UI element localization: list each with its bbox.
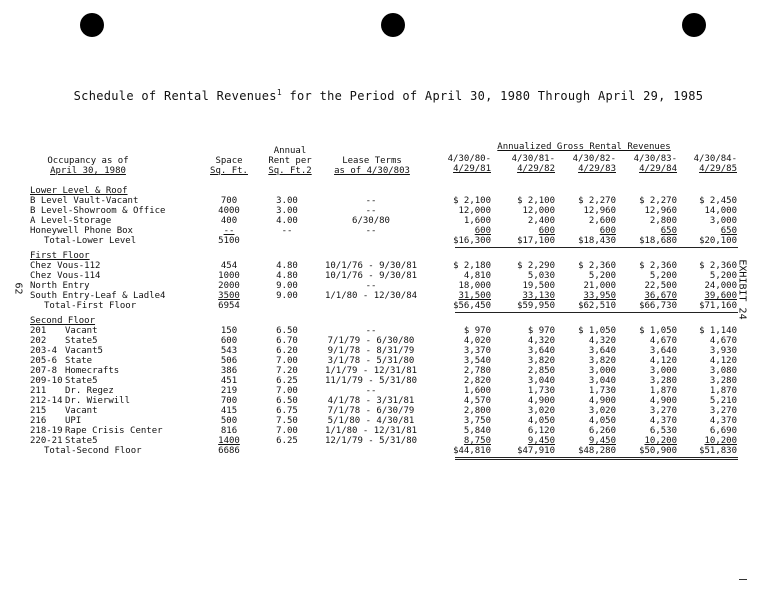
revenue-cell: 3,370	[463, 346, 491, 356]
revenue-cell: 4,670	[709, 336, 737, 346]
rent-cell: 7.20	[276, 366, 298, 376]
revenue-cell: 4,050	[588, 416, 616, 426]
total-cell: $47,910	[517, 446, 555, 456]
sqft-cell: 454	[220, 261, 238, 271]
room-number: 212-14	[30, 396, 63, 406]
punch-hole-left	[80, 13, 104, 37]
revenue-cell: 650	[720, 226, 737, 236]
revenue-cell: 3,000	[709, 216, 737, 226]
total-label: Total-First Floor	[44, 301, 137, 311]
total-cell: $66,730	[639, 301, 677, 311]
revenue-cell: 36,670	[644, 291, 677, 301]
section-title: Lower Level & Roof	[30, 186, 128, 196]
revenue-cell: 4,370	[649, 416, 677, 426]
tenant-name: Rape Crisis Center	[65, 426, 163, 436]
revenue-cell: 1,870	[709, 386, 737, 396]
revenue-cell: 4,900	[588, 396, 616, 406]
rent-cell: 6.50	[276, 396, 298, 406]
rent-header: Sq. Ft.2	[268, 166, 312, 176]
room-number: 203-4	[30, 346, 58, 356]
revenue-cell: $ 2,360	[578, 261, 616, 271]
sqft-cell: 506	[220, 356, 238, 366]
lease-cell: 1/1/80 - 12/30/84	[324, 291, 418, 301]
sqft-cell: 386	[220, 366, 238, 376]
revenue-cell: 5,200	[709, 271, 737, 281]
revenue-cell: 12,960	[644, 206, 677, 216]
tenant-name: Chez Vous-112	[30, 261, 101, 271]
sqft-cell: 816	[220, 426, 238, 436]
revenue-cell: 3,020	[527, 406, 555, 416]
room-number: 201	[30, 326, 47, 336]
lease-cell: 10/1/76 - 9/30/81	[324, 271, 418, 281]
sqft-cell: 1000	[218, 271, 240, 281]
revenue-cell: 5,200	[649, 271, 677, 281]
rent-cell: 3.00	[276, 196, 298, 206]
lease-cell: --	[365, 281, 377, 291]
period-header: 4/30/81-	[511, 154, 555, 164]
occupancy-header: April 30, 1980	[50, 166, 126, 176]
lease-cell: 3/1/78 - 5/31/80	[327, 356, 415, 366]
double-underline	[455, 457, 738, 458]
revenue-cell: 2,820	[463, 376, 491, 386]
lease-cell: --	[365, 226, 377, 236]
revenue-cell: 4,900	[527, 396, 555, 406]
total-cell: $56,450	[453, 301, 491, 311]
revenue-cell: 22,500	[644, 281, 677, 291]
sqft-cell: 3500	[218, 291, 240, 301]
punch-hole-right	[682, 13, 706, 37]
revenue-cell: 12,960	[583, 206, 616, 216]
revenue-cell: 4,050	[527, 416, 555, 426]
total-cell: $48,280	[578, 446, 616, 456]
lease-cell: 1/1/79 - 12/31/81	[324, 366, 418, 376]
total-cell: $50,900	[639, 446, 677, 456]
revenue-cell: 31,500	[458, 291, 491, 301]
revenue-cell: 12,000	[458, 206, 491, 216]
revenue-cell: 4,570	[463, 396, 491, 406]
revenue-cell: 3,270	[649, 406, 677, 416]
lease-cell: 5/1/80 - 4/30/81	[327, 416, 415, 426]
revenue-cell: 3,280	[709, 376, 737, 386]
revenue-cell: 5,030	[527, 271, 555, 281]
revenue-cell: $ 2,450	[699, 196, 737, 206]
lease-cell: --	[365, 206, 377, 216]
revenue-cell: $ 2,270	[578, 196, 616, 206]
tenant-name: State5	[65, 436, 98, 446]
revenue-cell: 4,320	[527, 336, 555, 346]
sqft-cell: 451	[220, 376, 238, 386]
document-title: Schedule of Rental Revenues$^1$ for the Period of April 30, 1980 Through April 29, 1985	[73, 88, 704, 103]
revenue-cell: 3,750	[463, 416, 491, 426]
revenue-cell: $ 1,140	[699, 326, 737, 336]
rent-cell: 7.00	[276, 356, 298, 366]
room-number: 220-21	[30, 436, 63, 446]
revenue-cell: $ 970	[527, 326, 555, 336]
sqft-cell: 1400	[218, 436, 240, 446]
revenue-cell: 33,130	[522, 291, 555, 301]
revenue-cell: 6,260	[588, 426, 616, 436]
revenue-cell: 8,750	[463, 436, 491, 446]
total-label: Total-Second Floor	[44, 446, 142, 456]
rent-cell: 7.50	[276, 416, 298, 426]
period-header: 4/29/83	[578, 164, 616, 174]
lease-cell: 12/1/79 - 5/31/80	[324, 436, 418, 446]
room-number: 202	[30, 336, 47, 346]
tenant-name: Dr. Regez	[65, 386, 114, 396]
revenue-cell: 2,800	[649, 216, 677, 226]
section-title: Second Floor	[30, 316, 96, 326]
room-number: 215	[30, 406, 47, 416]
revenue-cell: $ 2,180	[453, 261, 491, 271]
sqft-cell: 543	[220, 346, 238, 356]
revenue-cell: 3,820	[527, 356, 555, 366]
revenue-cell: 3,270	[709, 406, 737, 416]
lease-cell: --	[365, 386, 377, 396]
revenue-cell: 33,950	[583, 291, 616, 301]
sqft-cell: 219	[220, 386, 238, 396]
tenant-name: B Level-Showroom & Office	[30, 206, 166, 216]
revenue-cell: 4,670	[649, 336, 677, 346]
rent-cell: 4.00	[276, 216, 298, 226]
revenue-cell: $ 1,050	[578, 326, 616, 336]
period-header: 4/29/81	[453, 164, 491, 174]
sqft-cell: 415	[220, 406, 238, 416]
lease-cell: 7/1/79 - 6/30/80	[327, 336, 415, 346]
rent-header: Rent per	[268, 156, 312, 166]
revenue-cell: $ 2,290	[517, 261, 555, 271]
revenue-cell: 4,120	[649, 356, 677, 366]
revenue-cell: 600	[538, 226, 555, 236]
revenue-cell: 2,400	[527, 216, 555, 226]
total-label: Total-Lower Level	[44, 236, 137, 246]
period-header: 4/30/83-	[633, 154, 677, 164]
tenant-name: Vacant	[65, 326, 98, 336]
revenue-cell: 3,040	[588, 376, 616, 386]
revenue-cell: 3,080	[709, 366, 737, 376]
total-sqft: 6686	[218, 446, 240, 456]
revenue-cell: 18,000	[458, 281, 491, 291]
revenue-cell: 1,600	[463, 216, 491, 226]
revenue-cell: 2,800	[463, 406, 491, 416]
revenue-cell: 2,850	[527, 366, 555, 376]
revenue-cell: 14,000	[704, 206, 737, 216]
revenue-cell: 3,040	[527, 376, 555, 386]
revenue-cell: 10,200	[704, 436, 737, 446]
rent-cell: 4.80	[276, 271, 298, 281]
revenue-cell: 9,450	[588, 436, 616, 446]
revenue-cell: 3,640	[649, 346, 677, 356]
revenue-cell: $ 2,360	[699, 261, 737, 271]
revenue-cell: 1,600	[463, 386, 491, 396]
rent-cell: 6.50	[276, 326, 298, 336]
sqft-cell: 700	[220, 196, 238, 206]
tenant-name: B Level Vault-Vacant	[30, 196, 139, 206]
revenue-cell: 2,780	[463, 366, 491, 376]
total-sqft: 5100	[218, 236, 240, 246]
tenant-name: Vacant	[65, 406, 98, 416]
sqft-cell: --	[223, 226, 235, 236]
room-number: 211	[30, 386, 47, 396]
lease-cell: 1/1/80 - 12/31/81	[324, 426, 418, 436]
period-header: 4/29/85	[699, 164, 737, 174]
total-cell: $71,160	[699, 301, 737, 311]
lease-cell: 9/1/78 - 8/31/79	[327, 346, 415, 356]
lease-cell: 4/1/78 - 3/31/81	[327, 396, 415, 406]
revenue-cell: $ 970	[463, 326, 491, 336]
rent-cell: 9.00	[276, 281, 298, 291]
total-cell: $16,300	[453, 236, 491, 246]
tenant-name: UPI	[65, 416, 82, 426]
double-underline	[455, 459, 738, 460]
sqft-cell: 4000	[218, 206, 240, 216]
revenue-cell: $ 2,360	[639, 261, 677, 271]
revenue-cell: 4,810	[463, 271, 491, 281]
revenue-cell: 39,600	[704, 291, 737, 301]
rent-cell: --	[281, 226, 293, 236]
rent-cell: 4.80	[276, 261, 298, 271]
revenue-cell: 600	[474, 226, 491, 236]
revenue-cell: 3,000	[588, 366, 616, 376]
space-header: Sq. Ft.	[210, 166, 248, 176]
revenue-cell: $ 1,050	[639, 326, 677, 336]
rent-cell: 7.00	[276, 386, 298, 396]
revenue-cell: 4,120	[709, 356, 737, 366]
total-cell: $20,100	[699, 236, 737, 246]
tenant-name: State	[65, 356, 93, 366]
rent-cell: 6.25	[276, 436, 298, 446]
tenant-name: A Level-Storage	[30, 216, 112, 226]
room-number: 218-19	[30, 426, 63, 436]
total-cell: $62,510	[578, 301, 616, 311]
rent-cell: 6.75	[276, 406, 298, 416]
period-header: 4/30/80-	[447, 154, 491, 164]
revenue-cell: 6,690	[709, 426, 737, 436]
lease-header: Lease Terms	[342, 156, 402, 166]
revenue-cell: 19,500	[522, 281, 555, 291]
rent-cell: 9.00	[276, 291, 298, 301]
total-cell: $18,430	[578, 236, 616, 246]
sqft-cell: 700	[220, 396, 238, 406]
total-cell: $59,950	[517, 301, 555, 311]
revenue-cell: 9,450	[527, 436, 555, 446]
lease-header: as of 4/30/803	[334, 166, 410, 176]
period-header: 4/29/84	[639, 164, 677, 174]
revenue-cell: 24,000	[704, 281, 737, 291]
lease-cell: 10/1/76 - 9/30/81	[324, 261, 418, 271]
rent-cell: 3.00	[276, 206, 298, 216]
period-header: 4/30/82-	[572, 154, 616, 164]
sqft-cell: 500	[220, 416, 238, 426]
tenant-name: Vacant5	[65, 346, 103, 356]
room-number: 216	[30, 416, 47, 426]
section-title: First Floor	[30, 251, 90, 261]
punch-hole-center	[381, 13, 405, 37]
tenant-name: State5	[65, 376, 98, 386]
lease-cell: 6/30/80	[352, 216, 390, 226]
revenue-cell: 10,200	[644, 436, 677, 446]
revenue-cell: 3,640	[588, 346, 616, 356]
sqft-cell: 400	[220, 216, 238, 226]
period-header: 4/29/82	[517, 164, 555, 174]
lease-cell: --	[365, 326, 377, 336]
lease-cell: 11/1/79 - 5/31/80	[324, 376, 418, 386]
rent-cell: 6.70	[276, 336, 298, 346]
revenue-cell: 5,210	[709, 396, 737, 406]
revenue-cell: 1,730	[588, 386, 616, 396]
tenant-name: Dr. Wierwill	[65, 396, 131, 406]
period-header: 4/30/84-	[693, 154, 737, 164]
sqft-cell: 150	[220, 326, 238, 336]
room-number: 207-8	[30, 366, 58, 376]
tenant-name: North Entry	[30, 281, 90, 291]
tenant-name: Chez Vous-114	[30, 271, 101, 281]
space-header: Space	[215, 156, 243, 166]
revenue-cell: 3,930	[709, 346, 737, 356]
revenue-cell: $ 2,100	[517, 196, 555, 206]
lease-cell: --	[365, 196, 377, 206]
revenue-cell: 4,020	[463, 336, 491, 346]
revenue-cell: 3,640	[527, 346, 555, 356]
tenant-name: South Entry-Leaf & Ladle4	[30, 291, 166, 301]
total-sqft: 6954	[218, 301, 240, 311]
revenue-cell: 12,000	[522, 206, 555, 216]
rent-cell: 6.20	[276, 346, 298, 356]
exhibit-label: EXHIBIT 24	[736, 259, 748, 320]
revenue-cell: $ 2,100	[453, 196, 491, 206]
revenue-cell: 21,000	[583, 281, 616, 291]
page-mark	[739, 579, 747, 580]
revenue-cell: 3,540	[463, 356, 491, 366]
room-number: 209-10	[30, 376, 63, 386]
revenue-cell: 3,280	[649, 376, 677, 386]
revenue-cell: 600	[599, 226, 616, 236]
revenue-cell: 5,200	[588, 271, 616, 281]
tenant-name: Honeywell Phone Box	[30, 226, 133, 236]
revenue-cell: 4,900	[649, 396, 677, 406]
total-cell: $18,680	[639, 236, 677, 246]
revenue-cell: 6,120	[527, 426, 555, 436]
room-number: 205-6	[30, 356, 58, 366]
tenant-name: State5	[65, 336, 98, 346]
revenue-cell: 4,320	[588, 336, 616, 346]
rent-header: Annual	[273, 146, 307, 156]
revenue-cell: 4,370	[709, 416, 737, 426]
page-number: 62	[12, 282, 24, 295]
rent-cell: 7.00	[276, 426, 298, 436]
occupancy-header: Occupancy as of	[47, 156, 129, 166]
lease-cell: 7/1/78 - 6/30/79	[327, 406, 415, 416]
revenue-cell: 650	[660, 226, 677, 236]
revenue-cell: 1,870	[649, 386, 677, 396]
revenue-cell: 3,000	[649, 366, 677, 376]
rent-cell: 6.25	[276, 376, 298, 386]
revenue-cell: 5,840	[463, 426, 491, 436]
revenue-cell: 1,730	[527, 386, 555, 396]
gross-revenues-header: Annualized Gross Rental Revenues	[497, 142, 671, 152]
sqft-cell: 2000	[218, 281, 240, 291]
total-cell: $51,830	[699, 446, 737, 456]
total-cell: $17,100	[517, 236, 555, 246]
revenue-cell: 2,600	[588, 216, 616, 226]
total-cell: $44,810	[453, 446, 491, 456]
sqft-cell: 600	[220, 336, 238, 346]
revenue-cell: 3,020	[588, 406, 616, 416]
revenue-cell: 3,820	[588, 356, 616, 366]
tenant-name: Homecrafts	[65, 366, 120, 376]
double-underline	[455, 312, 738, 313]
double-underline	[455, 247, 738, 248]
revenue-cell: $ 2,270	[639, 196, 677, 206]
revenue-cell: 6,530	[649, 426, 677, 436]
